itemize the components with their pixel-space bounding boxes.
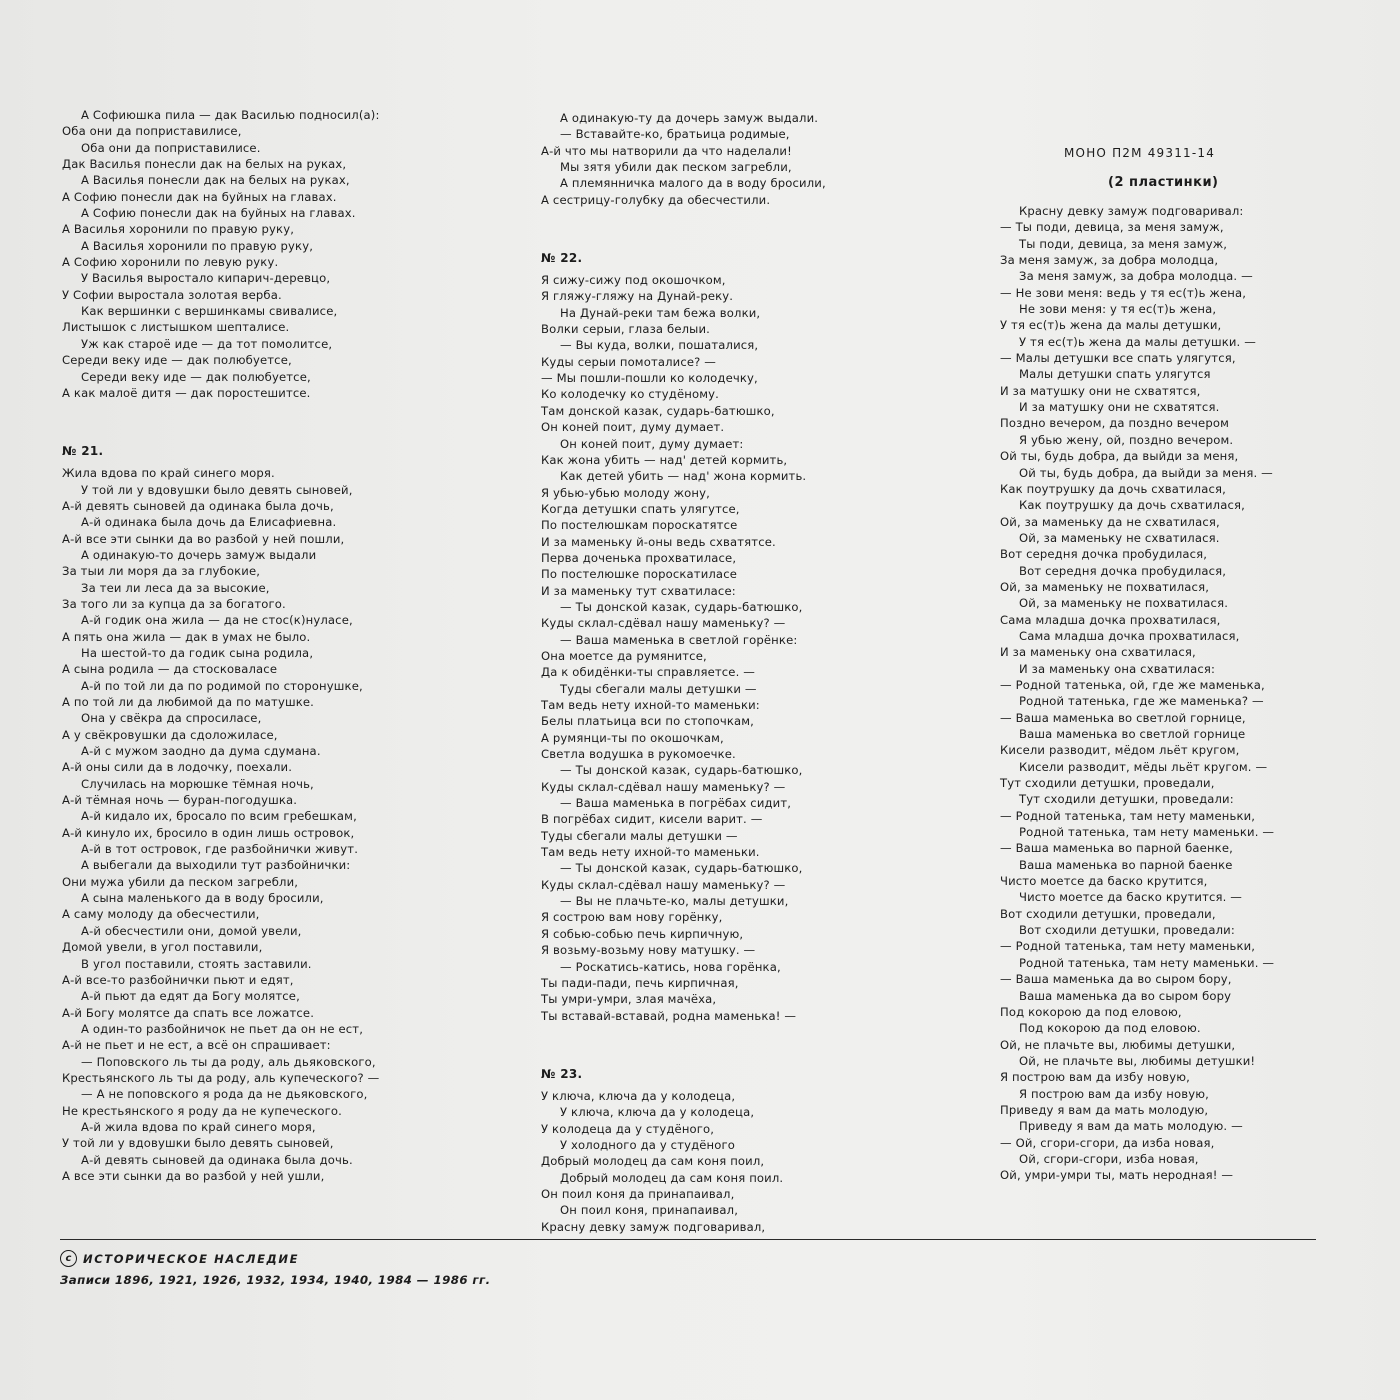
lyric-line: Чисто моетсе да баско крутится. — (1019, 890, 1243, 905)
lyric-line: Ты умри-умри, злая мачёха, (541, 992, 717, 1007)
lyric-line: Да к обидёнки-ты справляетсе. — (541, 665, 755, 680)
lyric-line: А племянничка малого да в воду бросили, (560, 176, 826, 191)
lyric-line: А-й кидало их, бросало по всим гребешкам, (81, 809, 357, 824)
lyric-line: — Ваша маменька в светлой горёнке: (560, 632, 798, 647)
lyric-line: У тя ес(т)ь жена да малы детушки. — (1019, 334, 1256, 349)
lyric-line: У холодного да у студёного (560, 1137, 736, 1152)
lyric-line: Как детей убить — над' жона кормить. (560, 469, 807, 484)
lyric-line: — Вставайте-ко, братьица родимые, (560, 127, 790, 142)
lyric-line: Я сострою вам нову горёнку, (541, 910, 723, 925)
lyric-line: Ой, за маменьку да не схватилася, (1000, 514, 1220, 529)
lyric-line: Она моетсе да румянитсе, (541, 648, 707, 663)
lyric-line: — Ты донской казак, сударь-батюшко, (560, 763, 803, 778)
lyric-line: Ваша маменька во светлой горнице (1019, 727, 1246, 741)
lyric-line: А по той ли да любимой да по матушке. (62, 695, 315, 709)
lyric-line: — А не поповского я рода да не дьяковского, (81, 1087, 368, 1102)
song-23-continued-lines (1000, 203, 1320, 1184)
lyric-line: Туды сбегали малы детушки — (541, 828, 738, 843)
lyric-line: Кисели разводит, мёды льёт кругом. — (1019, 759, 1268, 774)
lyric-line: Ой, сгори-сгори, изба новая, (1019, 1151, 1199, 1166)
lyric-line: У тя ес(т)ь жена да малы детушки, (1000, 318, 1222, 333)
lyric-line: А-й в тот островок, где разбойнички живут. (81, 842, 359, 857)
lyric-line: — Родной татенька, ой, где же маменька, (1000, 677, 1265, 692)
lyric-line: — Роскатись-катись, нова горёнка, (560, 959, 781, 974)
lyric-line: За того ли за купца да за богатого. (62, 596, 286, 611)
lyric-line: А-й с мужом заодно да дума сдумана. (81, 744, 321, 759)
lyric-line: Перва доченька прохватиласе, (541, 550, 737, 565)
lyric-line: А-й тёмная ночь — буран-погодушка. (62, 793, 298, 808)
lyric-line: Родной татенька, там нету маменьки. — (1019, 955, 1275, 970)
lyric-line: Он поил коня, принапаивал, (560, 1203, 739, 1218)
lyric-line: А Василья хоронили по правую руку, (81, 238, 314, 253)
lyric-line: — Ваша маменька во парной баенке, (1000, 841, 1233, 856)
recording-years: Записи 1896, 1921, 1926, 1932, 1934, 1940, 1984 — 1986 гг. (60, 1273, 491, 1287)
lyric-line: Сама младша дочка прохватилася, (1000, 612, 1221, 627)
lyric-line: За меня замуж, за добра молодца, (1000, 253, 1219, 268)
lyric-line: А-й жила вдова по край синего моря, (81, 1119, 316, 1134)
lyric-line: И за маменьку она схватилася, (1000, 645, 1196, 660)
lyric-line: У ключа, ключа да у колодеца, (541, 1088, 736, 1103)
lyric-line: А сестрицу-голубку да обесчестили. (541, 192, 771, 207)
lyric-line: А-й обесчестили они, домой увели, (81, 923, 302, 938)
song-22-lines (541, 272, 961, 1024)
lyric-line: Там ведь нету ихной-то маменьки: (541, 698, 760, 712)
lyrics-column-2 (541, 110, 961, 1235)
lyric-line: Светла водушка в рукомоечке. (541, 747, 736, 762)
lyric-line: Ко колодечку ко студёному. (541, 387, 719, 402)
lyric-line: Уж как староё иде — да тот помолитсе, (81, 336, 333, 351)
lyric-line: Ой, не плачьте вы, любимы детушки, (1000, 1037, 1236, 1052)
lyric-line: Он коней поит, думу думает: (560, 436, 744, 451)
lyric-line: А-й девять сыновей да одинака была дочь. (81, 1152, 353, 1167)
lyric-line: А-й оны сили да в лодочку, поехали. (62, 760, 293, 775)
lyric-line: А одинакую-ту да дочерь замуж выдали. (560, 111, 819, 125)
lyric-line: Тут сходили детушки, проведали, (1000, 776, 1215, 791)
lyric-line: Ой ты, будь добра, да выйди за меня, (1000, 449, 1239, 464)
lyric-line: Я построю вам да избу новую, (1019, 1086, 1210, 1101)
lyric-line: Куды склал-сдёвал нашу маменьку? — (541, 616, 786, 631)
lyric-line: Малы детушки спать улягутся (1019, 367, 1211, 382)
lyric-line: Как жона убить — над' детей кормить, (541, 452, 788, 467)
lyric-line: У колодеца да у студёного, (541, 1121, 715, 1136)
lyric-line: — Ваша маменька в погрёбах сидит, (560, 796, 792, 811)
lyric-line: А-й по той ли да по родимой по сторонушке, (81, 678, 363, 693)
lyric-line: Ваша маменька да во сыром бору (1019, 988, 1232, 1003)
lyric-line: — Родной татенька, там нету маменьки, (1000, 808, 1256, 823)
lyric-line: Сама младша дочка прохватилася, (1019, 628, 1240, 643)
lyric-line: А-й Богу молятсе да спать все ложатсе. (62, 1005, 315, 1020)
lyric-line: Они мужа убили да песком загребли, (62, 874, 299, 889)
lyric-line: А румянци-ты по окошочкам, (541, 730, 724, 745)
song-23-lines (541, 1088, 961, 1235)
lyric-line: А-й годик она жила — да не стос(к)нуласе, (81, 613, 353, 628)
lyric-line: А-й что мы натворили да что наделали! (541, 143, 792, 158)
lyric-line: — Поповского ль ты да роду, аль дьяковского, (81, 1054, 376, 1069)
lyric-line: — Вы не плачьте-ко, малы детушки, (560, 894, 789, 909)
lyric-line: Белы платьица вси по стопочкам, (541, 714, 754, 729)
lyric-line: Вот середня дочка пробудилася, (1000, 547, 1208, 562)
lyric-line: А-й пьют да едят да Богу молятсе, (81, 989, 300, 1004)
lyric-line: Я убью-убью молоду жону, (541, 485, 710, 500)
lyric-line: За теи ли леса да за высокие, (81, 580, 270, 595)
disc-count-subtitle: (2 пластинки) (1108, 175, 1219, 190)
song-continuation-lines (62, 107, 482, 401)
lyric-line: Он коней поит, думу думает. (541, 420, 725, 435)
lyric-line: А пять она жила — дак в умах не было. (62, 629, 311, 644)
lyric-line: А-й девять сыновей да одинака была дочь, (62, 498, 334, 513)
lyric-line: А Софию хоронили по левую руку. (62, 255, 279, 270)
song-21-ending-lines (541, 110, 961, 208)
lyric-line: Куды склал-сдёвал нашу маменьку? — (541, 779, 786, 794)
lyric-line: А сына маленького да в воду бросили, (81, 891, 324, 906)
lyric-line: Ты пади-пади, печь кирпичная, (541, 975, 739, 990)
lyric-line: По постелюшке пороскатиласе (541, 567, 737, 582)
lyric-line: А-й одинака была дочь да Елисафиевна. (81, 515, 337, 530)
lyric-line: За меня замуж, за добра молодца. — (1019, 269, 1253, 284)
lyric-line: Дак Василья понесли дак на белых на руках, (62, 157, 347, 172)
lyric-line: Приведу я вам да мать молодую, (1000, 1102, 1209, 1117)
lyric-line: Я построю вам да избу новую, (1000, 1070, 1191, 1085)
lyric-line: И за маменьку она схватилася: (1019, 661, 1216, 676)
lyric-line: Добрый молодец да сам коня поил. (560, 1170, 784, 1185)
footer-divider (60, 1239, 1316, 1240)
lyric-line: Домой увели, в угол поставили, (62, 940, 263, 955)
lyric-line: Приведу я вам да мать молодую. — (1019, 1119, 1243, 1134)
lyric-line: — Мы пошли-пошли ко колодечку, (541, 371, 758, 386)
lyric-line: Родной татенька, где же маменька? — (1019, 694, 1264, 709)
lyric-line: — Малы детушки все спать улягутся, (1000, 351, 1236, 366)
song-21-lines (62, 465, 482, 1184)
lyric-line: — Ты донской казак, сударь-батюшко, (560, 861, 803, 876)
lyric-line: — Ваша маменька да во сыром бору, (1000, 972, 1232, 987)
lyric-line: Волки серыи, глаза белыи. (541, 322, 710, 337)
catalog-number: МОНО П2М 49311-14 (1064, 146, 1216, 160)
song-number-21: № 21. (62, 444, 104, 459)
lyric-line: А как малоё дитя — дак поростешитсе. (62, 385, 311, 400)
lyric-line: Ой, за маменьку не схватилася. (1019, 530, 1220, 545)
lyric-line: Крестьянского ль ты да роду, аль купеческого? — (62, 1070, 380, 1085)
lyric-line: Мы зятя убили дак песком загребли, (560, 160, 792, 175)
lyric-line: Оба они да поприставилисе, (62, 124, 242, 139)
lyric-line: Тут сходили детушки, проведали: (1019, 792, 1234, 807)
lyric-line: Ой, за маменьку не похватилася, (1000, 579, 1210, 594)
lyric-line: А сына родила — да стосковаласе (62, 662, 278, 677)
lyric-line: И за маменьку тут схватиласе: (541, 583, 736, 598)
lyric-line: Ваша маменька во парной баенке (1019, 857, 1233, 872)
lyric-line: Жила вдова по край синего моря. (62, 466, 275, 481)
lyric-line: Середи веку иде — дак полюбуетсе, (81, 369, 311, 384)
lyric-line: Родной татенька, там нету маменьки. — (1019, 825, 1275, 840)
lyric-line: Под кокорою да под еловою. (1019, 1021, 1201, 1036)
song-number-23: № 23. (541, 1066, 583, 1081)
lyric-line: — Ваша маменька во светлой горнице, (1000, 710, 1246, 725)
lyric-line: На шестой-то да годик сына родила, (81, 645, 314, 660)
lyric-line: Ой, за маменьку не похватилася. (1019, 596, 1229, 611)
lyric-line: Как вершинки с вершинкамы свивалисе, (81, 304, 338, 319)
lyric-line: А саму молоду да обесчестили, (62, 907, 260, 922)
lyric-line: Кисели разводит, мёдом льёт кругом, (1000, 743, 1240, 758)
lyric-line: — Не зови меня: ведь у тя ес(т)ь жена, (1000, 285, 1247, 300)
lyric-line: Куды склал-сдёвал нашу маменьку? — (541, 877, 786, 892)
lyric-line: Как поутрушку да дочь схватилася, (1000, 481, 1226, 496)
lyric-line: Вот сходили детушки, проведали: (1019, 923, 1235, 938)
lyric-line: А-й все эти сынки да во разбой у ней пошли, (62, 531, 345, 546)
lyric-line: Я гляжу-гляжу на Дунай-реку. (541, 289, 734, 304)
publisher-name: ИСТОРИЧЕСКОЕ НАСЛЕДИЕ (83, 1251, 300, 1266)
lyric-line: А выбегали да выходили тут разбойнички: (81, 858, 351, 873)
lyric-line: А у свёкровушки да сдоложиласе, (62, 727, 278, 742)
lyric-line: Куды серыи помоталисе? — (541, 354, 717, 369)
lyric-line: У Софии выростала золотая верба. (62, 287, 282, 302)
lyric-line: Не крестьянского я роду да не купеческого. (62, 1103, 342, 1118)
lyric-line: — Ой, сгори-сгори, да изба новая, (1000, 1135, 1215, 1150)
lyric-line: Я возьму-возьму нову матушку. — (541, 943, 756, 958)
lyric-line: У Василья выростало кипарич-деревцо, (81, 271, 331, 286)
lyric-line: А один-то разбойничок не пьет да он не ест, (81, 1021, 364, 1036)
lyric-line: А-й кинуло их, бросило в один лишь островок, (62, 825, 355, 840)
lyric-line: А Василья хоронили по правую руку, (62, 222, 295, 237)
lyric-line: Поздно вечером, да поздно вечером (1000, 416, 1229, 431)
lyric-line: Ой, не плачьте вы, любимы детушки! (1019, 1053, 1256, 1068)
lyric-line: У той ли у вдовушки было девять сыновей, (62, 1136, 334, 1151)
lyric-line: Случилась на морюшке тёмная ночь, (81, 776, 314, 791)
lyric-line: В угол поставили, стоять заставили. (81, 956, 312, 971)
lyric-line: А Софию понесли дак на буйных на главах. (62, 189, 337, 204)
lyrics-column-3 (1000, 203, 1320, 1184)
lyrics-column-1 (62, 107, 482, 1184)
lyric-line: За тыи ли моря да за глубокие, (62, 564, 261, 579)
lyric-line: И за матушку они не схватятся, (1000, 383, 1201, 398)
lyric-line: Я убью жену, ой, поздно вечером. (1019, 432, 1234, 447)
lyric-line: Не зови меня: у тя ес(т)ь жена, (1019, 302, 1217, 317)
lyric-line: Красну девку замуж подговаривал: (1019, 204, 1244, 218)
lyric-line: Оба они да поприставилисе. (81, 140, 261, 155)
lyric-line: По постелюшкам пороскатятсе (541, 518, 738, 533)
lyric-line: — Ты донской казак, сударь-батюшко, (560, 599, 803, 614)
lyric-line: В погрёбах сидит, кисели варит. — (541, 812, 763, 827)
lyric-line: А-й не пьет и не ест, а всё он спрашивает: (62, 1038, 331, 1053)
lyric-line: И за матушку они не схватятся. (1019, 400, 1220, 415)
lyric-line: Вот сходили детушки, проведали, (1000, 906, 1216, 921)
spacer (62, 401, 482, 443)
spacer (541, 208, 961, 250)
lyric-line: На Дунай-реки там бежа волки, (560, 305, 761, 320)
lyric-line: Добрый молодец да сам коня поил, (541, 1154, 765, 1169)
lyric-line: Он поил коня да принапаивал, (541, 1186, 735, 1201)
lyric-line: А все эти сынки да во разбой у ней ушли, (62, 1168, 325, 1183)
lyric-line: Листышок с листышком шепталисе. (62, 320, 290, 335)
lyric-line: Ты поди, девица, за меня замуж, (1019, 236, 1228, 251)
song-number-22: № 22. (541, 251, 583, 266)
lyric-line: Ой ты, будь добра, да выйди за меня. — (1019, 465, 1273, 480)
spacer (541, 1024, 961, 1066)
lyric-line: А Василья понесли дак на белых на руках, (81, 173, 350, 188)
lyric-line: — Вы куда, волки, пошаталися, (560, 338, 759, 353)
lyric-line: У той ли у вдовушки было девять сыновей, (81, 482, 353, 497)
copyright-icon: c (60, 1250, 77, 1267)
lyric-line: — Ты поди, девица, за меня замуж, (1000, 220, 1224, 235)
lyric-line: Я собью-собью печь кирпичную, (541, 926, 744, 941)
lyric-line: И за маменьку й-оны ведь схватятсе. (541, 534, 776, 549)
lyric-line: А Софию понесли дак на буйных на главах. (81, 206, 356, 221)
lyric-line: Как поутрушку да дочь схватилася, (1019, 498, 1245, 513)
lyric-line: У ключа, ключа да у колодеца, (560, 1105, 755, 1120)
lyric-line: А Софиюшка пила — дак Василью подносил(а): (81, 108, 380, 122)
publisher-line (60, 1250, 299, 1267)
lyric-line: — Родной татенька, там нету маменьки, (1000, 939, 1256, 954)
lyric-line: Туды сбегали малы детушки — (560, 681, 757, 696)
lyric-line: Середи веку иде — дак полюбуетсе, (62, 353, 292, 368)
lyric-line: Вот середня дочка пробудилася, (1019, 563, 1227, 578)
lyric-line: Ой, умри-умри ты, мать неродная! — (1000, 1168, 1234, 1183)
lyric-line: Когда детушки спать улягутсе, (541, 501, 740, 516)
lyric-line: Там донской казак, сударь-батюшко, (541, 403, 775, 418)
lyric-line: Ты вставай-вставай, родна маменька! — (541, 1008, 797, 1023)
lyric-line: Я сижу-сижу под окошочком, (541, 273, 726, 288)
lyric-line: Под кокорою да под еловою, (1000, 1004, 1182, 1019)
lyric-line: А одинакую-то дочерь замуж выдали (81, 547, 317, 562)
lyric-line: Она у свёкра да спросиласе, (81, 711, 262, 726)
lyric-line: А-й все-то разбойнички пьют и едят, (62, 972, 294, 987)
lyric-line: Чисто моетсе да баско крутится, (1000, 874, 1208, 889)
lyric-line: Там ведь нету ихной-то маменьки. (541, 845, 760, 860)
lyric-line: Красну девку замуж подговаривал, (541, 1219, 766, 1234)
